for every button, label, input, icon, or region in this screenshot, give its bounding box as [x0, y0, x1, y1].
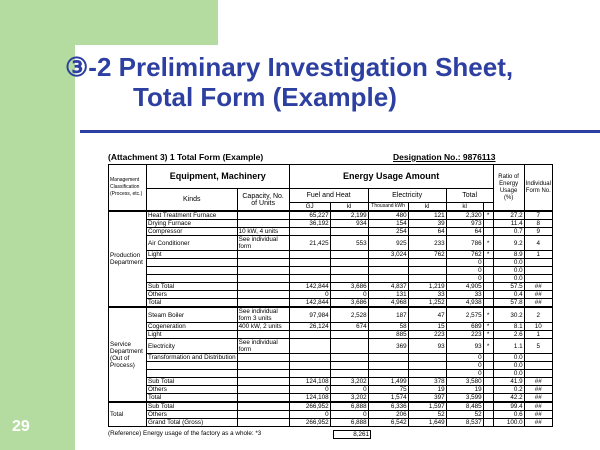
table-row [109, 362, 553, 370]
cell-ekl: 397 [408, 394, 446, 403]
cell-kind: Grand Total (Gross) [147, 419, 238, 427]
cell-star: * [483, 211, 493, 220]
cell-kl: 3,202 [330, 378, 368, 386]
cell-form [524, 354, 552, 362]
cell-star: * [483, 323, 493, 331]
cell-star [483, 291, 493, 299]
table-row [109, 251, 553, 259]
cell-ratio: 42.2 [493, 394, 524, 403]
cell-gj: 124,108 [289, 394, 330, 403]
cell-kl: 674 [330, 323, 368, 331]
cell-cap: 400 kW, 2 units [237, 323, 289, 331]
cell-tkwh: 1,499 [368, 378, 408, 386]
dept-service: Service Department (Out of Process) [109, 307, 147, 402]
cell-kl: 934 [330, 220, 368, 228]
cell-tkl: 33 [446, 291, 483, 299]
table-row [109, 267, 553, 275]
cell-tkwh: 1,574 [368, 394, 408, 403]
cell-kl [330, 354, 368, 362]
cell-ekl: 39 [408, 220, 446, 228]
cell-gj [289, 259, 330, 267]
cell-tkl: 2,320 [446, 211, 483, 220]
header-energy-amount: Energy Usage Amount [289, 165, 493, 189]
table-row [109, 339, 553, 354]
unit-kl: kl [330, 203, 368, 212]
cell-ratio: 57.8 [493, 299, 524, 308]
dept-production: Production Department [109, 211, 147, 307]
cell-star: * [483, 307, 493, 323]
cell-cap [237, 267, 289, 275]
cell-ratio: 8.1 [493, 323, 524, 331]
cell-gj: 65,227 [289, 211, 330, 220]
table-row [109, 299, 553, 308]
cell-ekl [408, 275, 446, 283]
cell-cap [237, 331, 289, 339]
table-row [109, 220, 553, 228]
cell-cap [237, 362, 289, 370]
table-row [109, 378, 553, 386]
attachment-label: (Attachment 3) 1 Total Form (Example) [108, 152, 264, 162]
investigation-table [108, 164, 553, 427]
cell-tkwh [368, 370, 408, 378]
slide-title-line1: ③-2 Preliminary Investigation Sheet, [65, 52, 514, 82]
cell-kl [330, 331, 368, 339]
cell-gj [289, 370, 330, 378]
cell-ratio: 8.9 [493, 251, 524, 259]
cell-kind: Others [147, 386, 238, 394]
cell-cap [237, 220, 289, 228]
table-row [109, 275, 553, 283]
cell-cap [237, 354, 289, 362]
cell-kl: 6,888 [330, 419, 368, 427]
cell-gj: 36,192 [289, 220, 330, 228]
header-ratio: Ratio of Energy Usage (%) [493, 165, 524, 212]
cell-ekl: 762 [408, 251, 446, 259]
cell-cap [237, 291, 289, 299]
cell-tkl: 8,537 [446, 419, 483, 427]
cell-ekl: 19 [408, 386, 446, 394]
cell-cap [237, 211, 289, 220]
cell-kind [147, 362, 238, 370]
cell-cap [237, 283, 289, 291]
cell-kl [330, 339, 368, 354]
cell-gj: 0 [289, 411, 330, 419]
cell-form: 10 [524, 323, 552, 331]
cell-ekl: 233 [408, 236, 446, 251]
cell-tkl: 0 [446, 259, 483, 267]
cell-gj: 0 [289, 386, 330, 394]
header-electricity: Electricity [368, 189, 446, 203]
cell-cap [237, 251, 289, 259]
cell-gj [289, 267, 330, 275]
cell-tkwh: 885 [368, 331, 408, 339]
cell-ratio: 2.6 [493, 331, 524, 339]
cell-tkl: 0 [446, 354, 483, 362]
cell-ratio: 100.0 [493, 419, 524, 427]
cell-gj: 124,108 [289, 378, 330, 386]
table-row [109, 307, 553, 323]
cell-form: ## [524, 378, 552, 386]
cell-gj [289, 362, 330, 370]
cell-form: 7 [524, 211, 552, 220]
cell-kind: Cogeneration [147, 323, 238, 331]
cell-cap [237, 370, 289, 378]
cell-form: ## [524, 402, 552, 411]
table-row [109, 370, 553, 378]
cell-tkwh [368, 267, 408, 275]
cell-tkwh [368, 275, 408, 283]
table-row [109, 291, 553, 299]
cell-ratio: 0.2 [493, 386, 524, 394]
table-row [109, 402, 553, 411]
cell-ratio: 11.4 [493, 220, 524, 228]
cell-kind: Steam Boiler [147, 307, 238, 323]
cell-form: ## [524, 386, 552, 394]
cell-ekl: 1,597 [408, 402, 446, 411]
cell-ratio: 0.7 [493, 228, 524, 236]
cell-form [524, 275, 552, 283]
cell-tkwh [368, 259, 408, 267]
cell-gj: 142,844 [289, 299, 330, 308]
cell-kl [330, 275, 368, 283]
title-rule [80, 130, 600, 133]
cell-ekl [408, 259, 446, 267]
designation-number: Designation No.: 9876113 [393, 152, 496, 162]
table-row [109, 331, 553, 339]
cell-ratio: 0.0 [493, 370, 524, 378]
cell-tkl: 223 [446, 331, 483, 339]
dept-total: Total [109, 402, 147, 427]
cell-gj: 97,984 [289, 307, 330, 323]
cell-form [524, 362, 552, 370]
cell-kl: 0 [330, 411, 368, 419]
reference-note-text: (Reference) Energy usage of the factory as a whole: *3 [108, 430, 262, 437]
cell-ekl: 1,219 [408, 283, 446, 291]
cell-tkwh: 75 [368, 386, 408, 394]
cell-form: 4 [524, 236, 552, 251]
cell-ratio: 0.0 [493, 259, 524, 267]
cell-cap [237, 411, 289, 419]
unit-gj: GJ [289, 203, 330, 212]
cell-kl [330, 228, 368, 236]
cell-tkwh: 254 [368, 228, 408, 236]
table-row [109, 236, 553, 251]
cell-cap [237, 402, 289, 411]
cell-ekl: 93 [408, 339, 446, 354]
unit-star-blank [483, 203, 493, 212]
cell-kind: Total [147, 394, 238, 403]
cell-star [483, 275, 493, 283]
cell-form [524, 259, 552, 267]
cell-tkwh: 3,024 [368, 251, 408, 259]
cell-tkl: 52 [446, 411, 483, 419]
cell-ratio: 41.9 [493, 378, 524, 386]
cell-kl: 3,686 [330, 299, 368, 308]
cell-star [483, 267, 493, 275]
cell-star [483, 228, 493, 236]
cell-kind [147, 259, 238, 267]
cell-form: ## [524, 411, 552, 419]
cell-ratio: 57.5 [493, 283, 524, 291]
cell-ekl: 1,649 [408, 419, 446, 427]
cell-cap: See individual form [237, 236, 289, 251]
cell-star [483, 220, 493, 228]
cell-kind: Compressor [147, 228, 238, 236]
cell-kind: Others [147, 291, 238, 299]
cell-kl: 3,686 [330, 283, 368, 291]
cell-gj: 266,952 [289, 419, 330, 427]
cell-kl: 0 [330, 291, 368, 299]
slide-title [65, 52, 513, 112]
table-row [109, 323, 553, 331]
cell-form: 1 [524, 331, 552, 339]
cell-gj [289, 354, 330, 362]
cell-tkl: 786 [446, 236, 483, 251]
cell-star: * [483, 339, 493, 354]
unit-thousand-kwh: Thousand kWh [368, 203, 408, 212]
cell-tkl: 19 [446, 386, 483, 394]
cell-cap: 10 kW, 4 units [237, 228, 289, 236]
cell-ekl: 378 [408, 378, 446, 386]
table-row [109, 354, 553, 362]
cell-ekl: 64 [408, 228, 446, 236]
cell-tkwh: 58 [368, 323, 408, 331]
cell-tkwh: 206 [368, 411, 408, 419]
cell-gj [289, 275, 330, 283]
cell-ekl: 52 [408, 411, 446, 419]
cell-ratio: 0.0 [493, 354, 524, 362]
cell-star [483, 354, 493, 362]
cell-gj [289, 339, 330, 354]
cell-cap [237, 275, 289, 283]
cell-tkl: 973 [446, 220, 483, 228]
cell-cap [237, 299, 289, 308]
cell-cap [237, 378, 289, 386]
cell-kl [330, 370, 368, 378]
cell-gj [289, 331, 330, 339]
cell-form: 1 [524, 251, 552, 259]
cell-kind: Light [147, 251, 238, 259]
page-number: 29 [12, 418, 30, 435]
cell-ekl [408, 267, 446, 275]
header-kinds: Kinds [147, 189, 238, 212]
cell-star [483, 386, 493, 394]
cell-ratio: 30.2 [493, 307, 524, 323]
cell-ratio: 99.4 [493, 402, 524, 411]
cell-ratio: 9.2 [493, 236, 524, 251]
cell-tkl: 689 [446, 323, 483, 331]
cell-ekl: 1,252 [408, 299, 446, 308]
cell-star [483, 411, 493, 419]
table-row [109, 259, 553, 267]
cell-form: 5 [524, 339, 552, 354]
cell-kind: Heat Treatment Furnace [147, 211, 238, 220]
cell-star [483, 259, 493, 267]
cell-tkl: 2,575 [446, 307, 483, 323]
cell-tkwh: 369 [368, 339, 408, 354]
cell-star: * [483, 331, 493, 339]
cell-tkwh: 6,336 [368, 402, 408, 411]
cell-tkwh: 6,542 [368, 419, 408, 427]
cell-ekl: 223 [408, 331, 446, 339]
cell-form: 8 [524, 220, 552, 228]
cell-star [483, 402, 493, 411]
cell-ratio: 0.6 [493, 411, 524, 419]
cell-kind: Sub Total [147, 283, 238, 291]
cell-ekl: 33 [408, 291, 446, 299]
cell-gj: 266,952 [289, 402, 330, 411]
cell-tkl: 762 [446, 251, 483, 259]
cell-kl: 0 [330, 386, 368, 394]
cell-kl [330, 251, 368, 259]
cell-tkwh: 480 [368, 211, 408, 220]
cell-form [524, 370, 552, 378]
cell-kind: Light [147, 331, 238, 339]
cell-form: ## [524, 291, 552, 299]
cell-form: 2 [524, 307, 552, 323]
header-mgmt-class: Management Classification (Process, etc.) [109, 165, 147, 212]
header-equipment: Equipment, Machinery [147, 165, 290, 189]
cell-kl [330, 259, 368, 267]
cell-kind [147, 275, 238, 283]
cell-form: 9 [524, 228, 552, 236]
cell-cap [237, 259, 289, 267]
cell-kl: 3,202 [330, 394, 368, 403]
cell-form: ## [524, 394, 552, 403]
cell-tkl: 3,580 [446, 378, 483, 386]
cell-star [483, 378, 493, 386]
cell-ratio: 0.0 [493, 275, 524, 283]
unit-kl-electricity: kl [408, 203, 446, 212]
cell-tkwh: 187 [368, 307, 408, 323]
header-total: Total [446, 189, 493, 203]
cell-gj: 21,425 [289, 236, 330, 251]
cell-ekl [408, 354, 446, 362]
cell-star: * [483, 251, 493, 259]
cell-kind: Transformation and Distribution [148, 354, 236, 361]
cell-kind: Air Conditioner [147, 236, 238, 251]
cell-tkwh [368, 354, 408, 362]
cell-tkl: 4,905 [446, 283, 483, 291]
cell-form: ## [524, 283, 552, 291]
cell-ekl [408, 362, 446, 370]
cell-tkl: 0 [446, 370, 483, 378]
cell-kind [147, 267, 238, 275]
unit-kl-total: kl [446, 203, 483, 212]
cell-star [483, 362, 493, 370]
cell-kind: Total [147, 299, 238, 308]
table-row [109, 394, 553, 403]
left-decor-band [0, 0, 75, 450]
table-row [109, 386, 553, 394]
cell-cap: See individual form [237, 339, 289, 354]
reference-note [108, 430, 369, 438]
cell-form [524, 267, 552, 275]
cell-kl [330, 362, 368, 370]
cell-kind [147, 370, 238, 378]
cell-cap [237, 419, 289, 427]
cell-ekl [408, 370, 446, 378]
cell-form: ## [524, 299, 552, 308]
cell-star [483, 299, 493, 308]
header-capacity: Capacity, No. of Units [237, 189, 289, 212]
cell-tkl: 8,485 [446, 402, 483, 411]
cell-kind: Electricity [147, 339, 238, 354]
cell-tkl: 64 [446, 228, 483, 236]
slide-title-line2: Total Form (Example) [133, 82, 397, 112]
cell-ratio: 1.1 [493, 339, 524, 354]
cell-kl: 553 [330, 236, 368, 251]
cell-ratio: 0.0 [493, 362, 524, 370]
cell-tkwh: 925 [368, 236, 408, 251]
top-decor-band [75, 0, 218, 45]
cell-gj [289, 228, 330, 236]
cell-cap: See individual form 3 units [237, 307, 289, 323]
cell-gj: 142,844 [289, 283, 330, 291]
cell-tkl: 0 [446, 275, 483, 283]
cell-tkwh: 4,837 [368, 283, 408, 291]
cell-kl: 6,888 [330, 402, 368, 411]
cell-cap [237, 394, 289, 403]
cell-form: ## [524, 419, 552, 427]
cell-tkwh [368, 362, 408, 370]
cell-kl: 2,199 [330, 211, 368, 220]
cell-ratio: 0.0 [493, 267, 524, 275]
table-row [109, 211, 553, 220]
cell-kind: Sub Total [147, 378, 238, 386]
reference-value: 8,261 [333, 430, 371, 439]
cell-kind: Others [147, 411, 238, 419]
cell-tkl: 0 [446, 267, 483, 275]
table-row [109, 411, 553, 419]
cell-kind: Drying Furnace [147, 220, 238, 228]
cell-star [483, 394, 493, 403]
cell-gj: 0 [289, 291, 330, 299]
cell-ekl: 121 [408, 211, 446, 220]
cell-gj: 26,124 [289, 323, 330, 331]
cell-tkwh: 131 [368, 291, 408, 299]
cell-kl [330, 267, 368, 275]
cell-tkl: 0 [446, 362, 483, 370]
cell-cap [237, 386, 289, 394]
cell-star [483, 283, 493, 291]
cell-ekl: 47 [408, 307, 446, 323]
cell-ratio: 0.4 [493, 291, 524, 299]
cell-star [483, 370, 493, 378]
cell-tkl: 93 [446, 339, 483, 354]
cell-tkl: 4,938 [446, 299, 483, 308]
cell-ratio: 27.2 [493, 211, 524, 220]
cell-kl: 2,528 [330, 307, 368, 323]
cell-ekl: 15 [408, 323, 446, 331]
cell-star: * [483, 236, 493, 251]
cell-gj [289, 251, 330, 259]
cell-tkwh: 154 [368, 220, 408, 228]
table-row [109, 228, 553, 236]
table-row [109, 419, 553, 427]
header-form-no: Individual Form No. [524, 165, 552, 212]
header-fuel-heat: Fuel and Heat [289, 189, 368, 203]
cell-tkl: 3,599 [446, 394, 483, 403]
table-row [109, 283, 553, 291]
cell-kind: Sub Total [147, 402, 238, 411]
cell-star [483, 419, 493, 427]
cell-tkwh: 4,968 [368, 299, 408, 308]
